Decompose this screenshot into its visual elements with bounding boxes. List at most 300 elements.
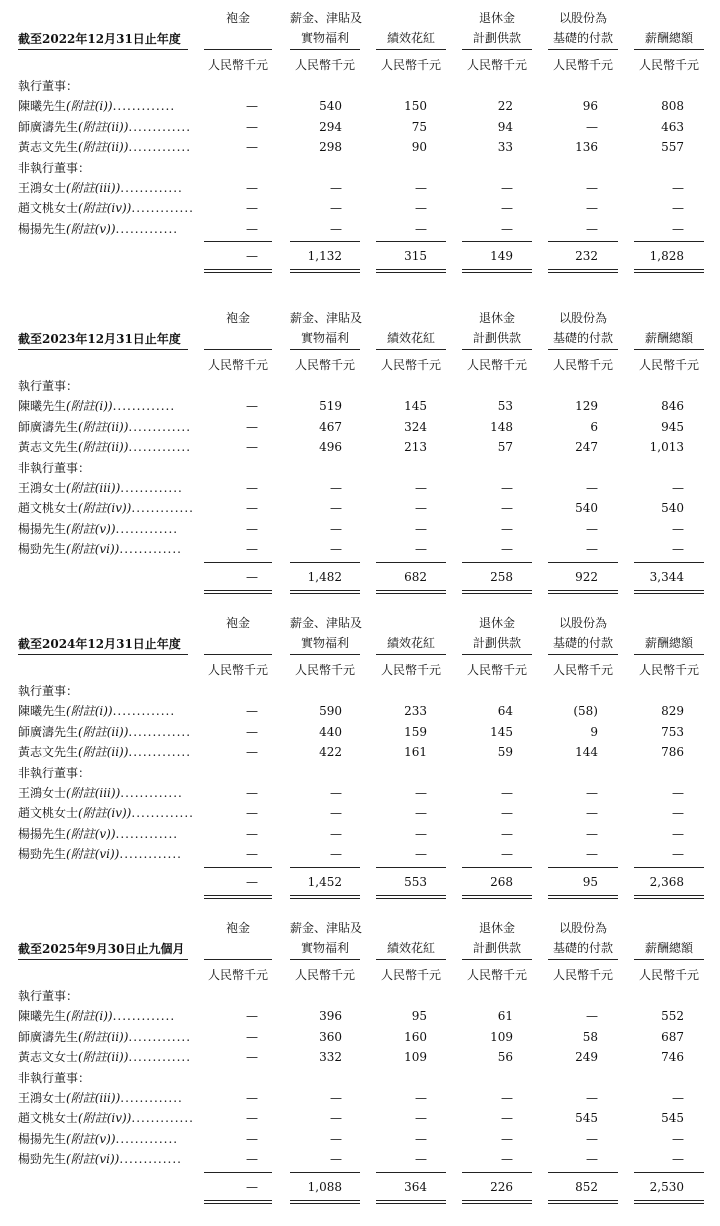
table-cell-value: —: [246, 440, 258, 455]
table-row: [0, 117, 720, 137]
table-cell-value: 519: [319, 399, 342, 414]
total-value: 315: [404, 249, 427, 264]
table-cell-value: —: [330, 521, 342, 536]
total-value: 2,368: [649, 874, 684, 889]
table-cell-value: —: [246, 481, 258, 495]
director-label: [18, 519, 198, 539]
table-cell-value: 90: [411, 140, 427, 155]
dot-leader: .............: [128, 1029, 192, 1044]
total-value: —: [246, 249, 258, 264]
table-row: [0, 198, 720, 218]
table-cell-value: —: [501, 806, 513, 821]
dot-leader: .............: [115, 521, 179, 536]
table-cell-value: 64: [497, 704, 513, 719]
total-double-rule: [204, 590, 272, 594]
table-cell-value: —: [415, 201, 427, 216]
table-cell-value: —: [415, 181, 427, 195]
table-cell-value: —: [672, 806, 684, 821]
table-cell-value: —: [415, 826, 427, 841]
table-cell-value: —: [501, 501, 513, 516]
table-row: [0, 539, 720, 559]
director-label: [18, 1088, 198, 1108]
director-name: 黃志文先生: [18, 745, 79, 760]
table-cell-value: 945: [661, 419, 684, 434]
table-cell-value: —: [330, 542, 342, 557]
director-label: [18, 498, 198, 518]
column-header-underline: [634, 959, 704, 960]
table-cell-value: 687: [661, 1029, 684, 1044]
table-row: [0, 701, 720, 721]
director-name: 師廣濤先生: [18, 119, 79, 134]
column-header-underline: [548, 349, 618, 350]
unit-label: 人民幣千元: [466, 358, 527, 372]
total-double-rule: [548, 590, 618, 594]
table-cell-value: —: [246, 1029, 258, 1044]
table-cell-value: 94: [497, 119, 513, 134]
column-header-underline: [204, 349, 272, 350]
subtotal-rule: [204, 241, 272, 242]
director-note: (附註(i)): [66, 704, 113, 719]
director-label: [18, 722, 198, 742]
table-row: [0, 96, 720, 116]
section-executive-directors: 執行董事：: [18, 79, 79, 93]
title-underline: [18, 49, 188, 50]
total-value: 232: [575, 249, 598, 264]
column-header-line1: 退休金: [478, 311, 515, 325]
total-row: [0, 246, 720, 266]
column-header-line1: 以股份為: [558, 616, 607, 630]
remuneration-table: [0, 0, 720, 300]
column-header-line1: 以股份為: [558, 921, 607, 935]
director-label: [18, 396, 198, 416]
director-name: 王鴻女士: [18, 481, 67, 495]
director-note: (附註(ii)): [78, 140, 129, 155]
director-note: (附註(vi)): [66, 542, 120, 557]
director-note: (附註(iii)): [66, 786, 121, 800]
director-note: (附註(vi)): [66, 1152, 120, 1167]
dot-leader: .............: [128, 119, 192, 134]
table-row: [0, 844, 720, 864]
table-row: [0, 1088, 720, 1108]
director-name: 黃志文先生: [18, 140, 79, 155]
column-header-line2: 基礎的付款: [552, 31, 613, 45]
table-cell-value: —: [586, 1131, 598, 1146]
subtotal-rule: [548, 562, 618, 563]
total-double-rule: [376, 1200, 446, 1204]
director-label: [18, 1047, 198, 1067]
dot-leader: .............: [115, 1131, 179, 1146]
table-cell-value: 467: [319, 419, 342, 434]
table-cell-value: —: [330, 1152, 342, 1167]
table-cell-value: —: [501, 542, 513, 557]
column-header-underline: [548, 654, 618, 655]
unit-label: 人民幣千元: [294, 968, 355, 982]
table-row: [0, 1047, 720, 1067]
table-cell-value: —: [246, 201, 258, 216]
table-cell-value: —: [246, 826, 258, 841]
table-cell-value: 136: [575, 140, 598, 155]
director-name: 楊勁先生: [18, 542, 67, 557]
table-cell-value: —: [330, 786, 342, 800]
table-cell-value: 22: [497, 99, 513, 114]
director-name: 楊勁先生: [18, 847, 67, 862]
table-cell-value: —: [586, 826, 598, 841]
table-cell-value: —: [330, 481, 342, 495]
column-header-underline: [290, 349, 360, 350]
total-row: [0, 567, 720, 587]
table-row: [0, 1027, 720, 1047]
total-row: [0, 872, 720, 892]
remuneration-table: [0, 300, 720, 600]
table-cell-value: —: [672, 786, 684, 800]
column-header-underline: [376, 349, 446, 350]
dot-leader: .............: [115, 826, 179, 841]
unit-label: 人民幣千元: [638, 663, 699, 677]
unit-label: 人民幣千元: [380, 358, 441, 372]
table-cell-value: —: [330, 501, 342, 516]
director-name: 趙文桃女士: [18, 501, 79, 516]
unit-label: 人民幣千元: [466, 58, 527, 72]
table-cell-value: —: [246, 99, 258, 114]
table-cell-value: —: [246, 1152, 258, 1167]
director-label: [18, 1006, 198, 1026]
director-note: (附註(v)): [66, 826, 116, 841]
total-double-rule: [462, 895, 532, 899]
subtotal-rule: [290, 867, 360, 868]
table-cell-value: 75: [411, 119, 427, 134]
table-cell-value: —: [672, 1091, 684, 1105]
column-header-underline: [462, 49, 532, 50]
table-cell-value: 552: [661, 1009, 684, 1024]
table-row: [0, 498, 720, 518]
table-cell-value: —: [246, 501, 258, 516]
dot-leader: .............: [131, 1111, 194, 1126]
table-cell-value: —: [330, 806, 342, 821]
table-cell-value: —: [501, 481, 513, 495]
table-cell-value: 786: [661, 745, 684, 760]
dot-leader: .............: [112, 704, 176, 719]
table-cell-value: 33: [497, 140, 513, 155]
table-cell-value: —: [246, 542, 258, 557]
table-cell-value: —: [672, 1131, 684, 1146]
table-cell-value: —: [501, 1091, 513, 1105]
director-note: (附註(v)): [66, 521, 116, 536]
total-double-rule: [290, 590, 360, 594]
table-cell-value: 294: [319, 119, 342, 134]
column-header-line1: 以股份為: [558, 311, 607, 325]
unit-label: 人民幣千元: [294, 58, 355, 72]
table-cell-value: —: [586, 119, 598, 134]
table-cell-value: 6: [590, 419, 598, 434]
table-cell-value: 144: [575, 745, 598, 760]
total-value: 149: [490, 249, 513, 264]
table-cell-value: 148: [490, 419, 513, 434]
column-header-underline: [634, 49, 704, 50]
subtotal-rule: [204, 562, 272, 563]
total-value: —: [246, 1179, 258, 1194]
remuneration-table: [0, 605, 720, 905]
table-cell-value: 540: [575, 501, 598, 516]
subtotal-rule: [376, 562, 446, 563]
table-cell-value: —: [415, 542, 427, 557]
table-cell-value: —: [415, 806, 427, 821]
total-value: 1,132: [307, 249, 342, 264]
unit-label: 人民幣千元: [207, 358, 268, 372]
director-label: [18, 803, 198, 823]
subtotal-rule: [634, 562, 704, 563]
table-cell-value: —: [246, 1050, 258, 1065]
column-header-underline: [290, 959, 360, 960]
table-cell-value: —: [246, 704, 258, 719]
column-header-line2: 實物福利: [300, 941, 349, 955]
total-value: —: [246, 569, 258, 584]
table-cell-value: —: [586, 221, 598, 236]
director-note: (附註(i)): [66, 399, 113, 414]
unit-label: 人民幣千元: [380, 968, 441, 982]
table-cell-value: —: [672, 847, 684, 862]
total-value: 2,530: [649, 1179, 684, 1194]
table-cell-value: 129: [575, 399, 598, 414]
total-double-rule: [290, 1200, 360, 1204]
table-cell-value: 233: [404, 704, 427, 719]
table-cell-value: 545: [575, 1111, 598, 1126]
director-note: (附註(ii)): [78, 419, 129, 434]
column-header-underline: [204, 49, 272, 50]
table-cell-value: —: [586, 806, 598, 821]
total-double-rule: [204, 269, 272, 273]
title-underline: [18, 959, 188, 960]
table-cell-value: —: [246, 1091, 258, 1105]
dot-leader: .............: [112, 399, 176, 414]
director-label: [18, 437, 198, 457]
table-cell-value: —: [672, 542, 684, 557]
table-cell-value: —: [501, 201, 513, 216]
dot-leader: .............: [120, 481, 183, 495]
column-header-underline: [376, 49, 446, 50]
director-label: [18, 1108, 198, 1128]
table-cell-value: —: [246, 1009, 258, 1024]
column-header-line1: 退休金: [478, 921, 515, 935]
table-period-title: 截至2024年12月31日止年度: [18, 637, 181, 651]
table-cell-value: —: [246, 181, 258, 195]
director-note: (附註(iv)): [78, 1111, 132, 1126]
column-header-line1: 薪金、津貼及: [290, 311, 363, 325]
total-double-rule: [634, 895, 704, 899]
table-cell-value: —: [501, 786, 513, 800]
unit-label: 人民幣千元: [380, 663, 441, 677]
unit-label: 人民幣千元: [552, 58, 613, 72]
table-cell-value: 96: [582, 99, 598, 114]
table-row: [0, 783, 720, 803]
table-cell-value: 324: [404, 419, 427, 434]
table-cell-value: —: [330, 847, 342, 862]
table-cell-value: —: [330, 826, 342, 841]
table-cell-value: 545: [661, 1111, 684, 1126]
column-header-line2: 績效花紅: [386, 31, 435, 45]
table-row: [0, 396, 720, 416]
table-cell-value: —: [672, 181, 684, 195]
director-label: [18, 198, 198, 218]
table-cell-value: —: [246, 119, 258, 134]
unit-label: 人民幣千元: [294, 358, 355, 372]
subtotal-rule: [204, 867, 272, 868]
director-name: 黃志文先生: [18, 440, 79, 455]
table-cell-value: —: [246, 786, 258, 800]
director-label: [18, 137, 198, 157]
total-double-rule: [548, 269, 618, 273]
director-name: 陳曦先生: [18, 1009, 67, 1024]
director-name: 趙文桃女士: [18, 806, 79, 821]
column-header-line1: 袍金: [225, 616, 250, 630]
table-cell-value: —: [501, 521, 513, 536]
dot-leader: .............: [128, 440, 192, 455]
total-value: 364: [404, 1179, 427, 1194]
table-cell-value: 61: [497, 1009, 513, 1024]
table-row: [0, 1149, 720, 1169]
director-label: [18, 117, 198, 137]
column-header-line2: 實物福利: [300, 636, 349, 650]
column-header-underline: [204, 959, 272, 960]
total-value: 682: [404, 569, 427, 584]
director-label: [18, 219, 198, 239]
column-header-line2: 實物福利: [300, 331, 349, 345]
column-header-underline: [462, 959, 532, 960]
table-row: [0, 1006, 720, 1026]
table-row: [0, 722, 720, 742]
table-cell-value: 9: [590, 724, 598, 739]
table-cell-value: 808: [661, 99, 684, 114]
column-header-line2: 薪酬總額: [644, 331, 693, 345]
table-cell-value: 161: [404, 745, 427, 760]
dot-leader: .............: [112, 1009, 176, 1024]
column-header-line1: 薪金、津貼及: [290, 616, 363, 630]
table-cell-value: —: [246, 847, 258, 862]
total-value: 258: [490, 569, 513, 584]
dot-leader: .............: [119, 542, 182, 557]
unit-label: 人民幣千元: [466, 663, 527, 677]
table-cell-value: 360: [319, 1029, 342, 1044]
director-label: [18, 742, 198, 762]
table-cell-value: 463: [661, 119, 684, 134]
director-name: 師廣濤先生: [18, 724, 79, 739]
table-cell-value: —: [415, 1131, 427, 1146]
director-note: (附註(iv)): [78, 501, 132, 516]
table-cell-value: —: [330, 1111, 342, 1126]
unit-label: 人民幣千元: [638, 58, 699, 72]
dot-leader: .............: [120, 786, 183, 800]
table-cell-value: —: [586, 542, 598, 557]
column-header-underline: [462, 654, 532, 655]
table-cell-value: 422: [319, 745, 342, 760]
total-double-rule: [204, 1200, 272, 1204]
table-cell-value: 109: [404, 1050, 427, 1065]
column-header-line1: 以股份為: [558, 11, 607, 25]
table-cell-value: 590: [319, 704, 342, 719]
subtotal-rule: [634, 1172, 704, 1173]
table-cell-value: —: [246, 399, 258, 414]
total-double-rule: [376, 895, 446, 899]
column-header-line2: 基礎的付款: [552, 636, 613, 650]
table-cell-value: —: [330, 201, 342, 216]
subtotal-rule: [462, 1172, 532, 1173]
table-cell-value: 846: [661, 399, 684, 414]
dot-leader: .............: [131, 201, 194, 216]
table-cell-value: 150: [404, 99, 427, 114]
table-row: [0, 742, 720, 762]
column-header-line2: 薪酬總額: [644, 31, 693, 45]
table-cell-value: —: [672, 1152, 684, 1167]
director-note: (附註(ii)): [78, 724, 129, 739]
director-note: (附註(vi)): [66, 847, 120, 862]
table-cell-value: 213: [404, 440, 427, 455]
table-cell-value: —: [330, 1131, 342, 1146]
subtotal-rule: [376, 1172, 446, 1173]
table-cell-value: 58: [582, 1029, 598, 1044]
total-value: 95: [582, 874, 598, 889]
title-underline: [18, 654, 188, 655]
unit-label: 人民幣千元: [552, 663, 613, 677]
column-header-underline: [290, 654, 360, 655]
table-period-title: 截至2022年12月31日止年度: [18, 32, 181, 46]
director-label: [18, 417, 198, 437]
column-header-underline: [376, 959, 446, 960]
unit-label: 人民幣千元: [207, 663, 268, 677]
section-executive-directors: 執行董事：: [18, 989, 79, 1003]
unit-label: 人民幣千元: [294, 663, 355, 677]
table-cell-value: 145: [404, 399, 427, 414]
director-note: (附註(i)): [66, 99, 113, 114]
director-note: (附註(ii)): [78, 1050, 129, 1065]
total-value: —: [246, 874, 258, 889]
director-label: [18, 824, 198, 844]
table-cell-value: —: [586, 1009, 598, 1024]
column-header-underline: [462, 349, 532, 350]
table-cell-value: 59: [497, 745, 513, 760]
director-name: 楊揚先生: [18, 521, 67, 536]
table-cell-value: 145: [490, 724, 513, 739]
subtotal-rule: [290, 1172, 360, 1173]
director-note: (附註(iii)): [66, 1091, 121, 1105]
column-header-line2: 計劃供款: [472, 331, 521, 345]
subtotal-rule: [290, 562, 360, 563]
subtotal-rule: [376, 241, 446, 242]
table-cell-value: 753: [661, 724, 684, 739]
subtotal-rule: [462, 867, 532, 868]
director-note: (附註(i)): [66, 1009, 113, 1024]
director-name: 楊揚先生: [18, 221, 67, 236]
column-header-underline: [290, 49, 360, 50]
table-cell-value: —: [415, 786, 427, 800]
dot-leader: .............: [120, 1091, 183, 1105]
director-label: [18, 1129, 198, 1149]
table-cell-value: 557: [661, 140, 684, 155]
director-note: (附註(ii)): [78, 745, 129, 760]
column-header-line2: 實物福利: [300, 31, 349, 45]
total-value: 1,088: [307, 1179, 342, 1194]
unit-label: 人民幣千元: [380, 58, 441, 72]
director-name: 陳曦先生: [18, 399, 67, 414]
column-header-line1: 退休金: [478, 616, 515, 630]
director-name: 陳曦先生: [18, 704, 67, 719]
subtotal-rule: [462, 241, 532, 242]
director-name: 王鴻女士: [18, 1091, 67, 1105]
table-cell-value: —: [415, 1091, 427, 1105]
total-value: 1,482: [307, 569, 342, 584]
director-name: 師廣濤先生: [18, 419, 79, 434]
column-header-line2: 績效花紅: [386, 941, 435, 955]
table-cell-value: —: [246, 724, 258, 739]
total-double-rule: [376, 269, 446, 273]
